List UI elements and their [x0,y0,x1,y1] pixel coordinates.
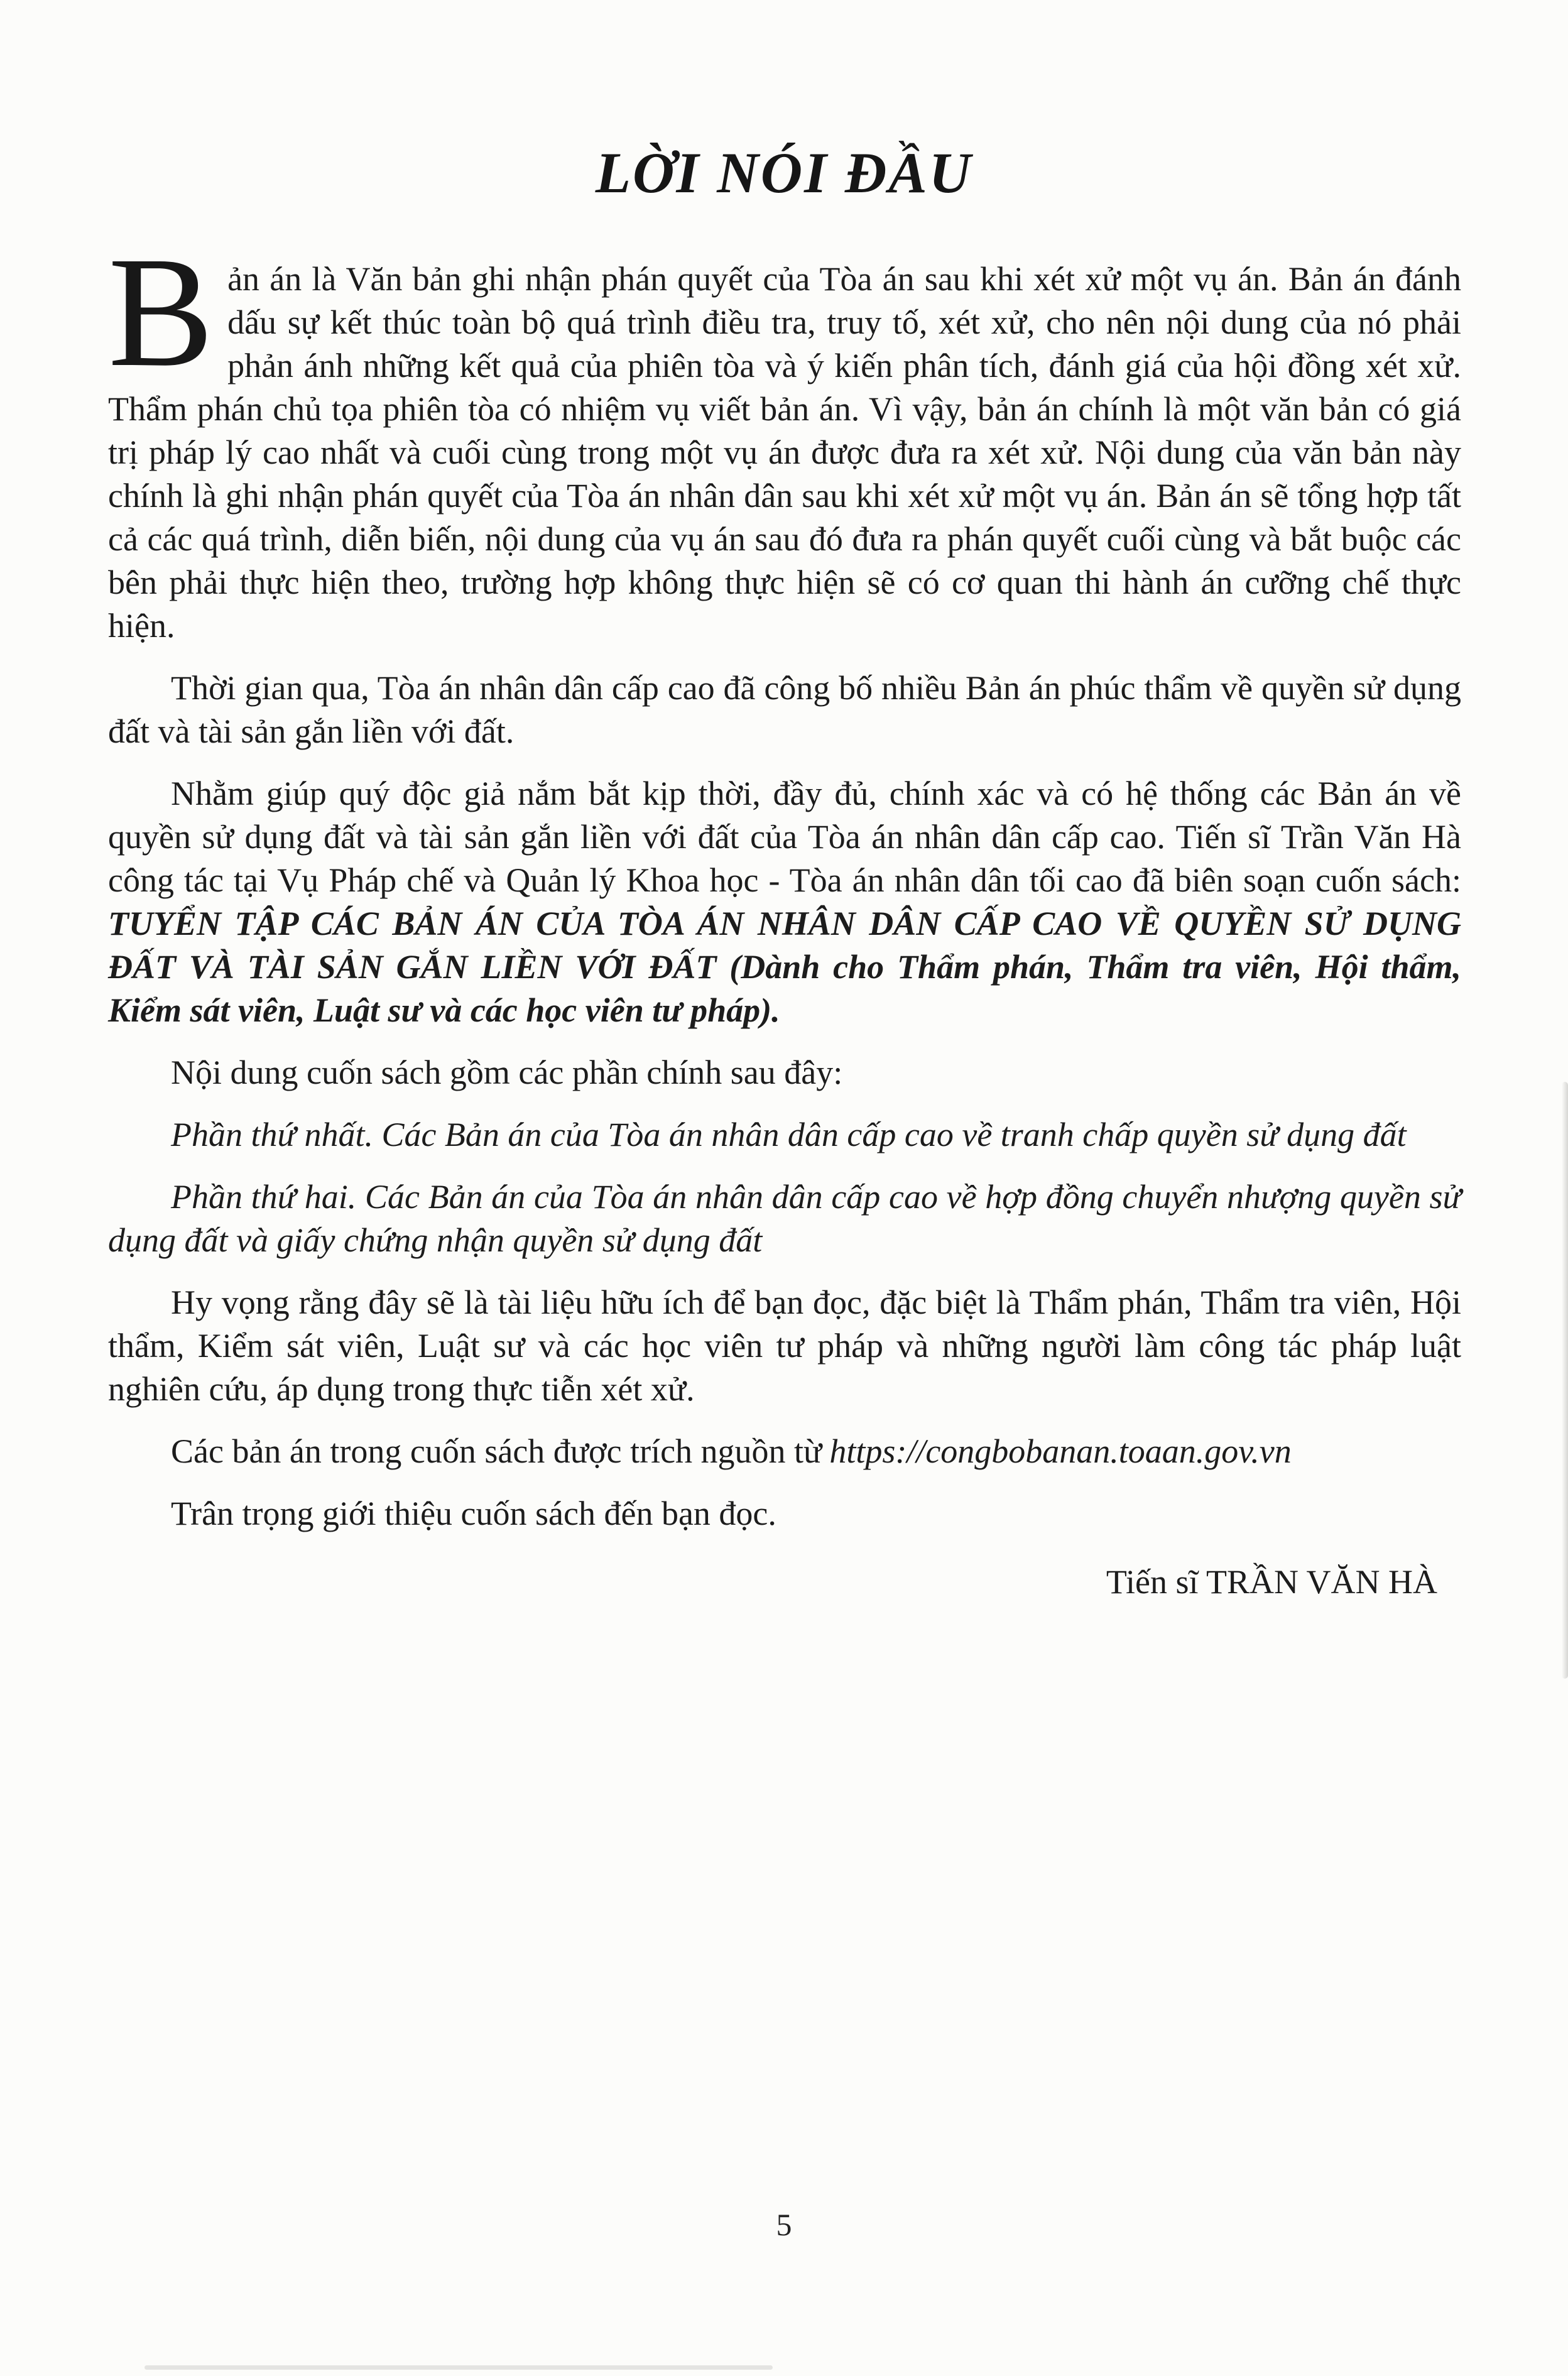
paragraph-source [108,1430,1461,1473]
paragraph-part-two: Phần thứ hai. Các Bản án của Tòa án nhân dân cấp cao về hợp đồng chuyển nhượng quyền sử dụng đất và giấy chứng nhận quyền sử dụng đất [108,1178,1461,1259]
book-page [0,139,1568,2376]
page-number: 5 [776,2207,792,2242]
scan-artifact-bottom-edge [144,2365,773,2370]
paragraph-book-introduction [108,772,1461,1032]
paragraph-contents-lead: Nội dung cuốn sách gồm các phần chính sau đây: [171,1054,843,1091]
book-audience-emphasis: (Dành cho Thẩm phán, Thẩm tra viên, Hội thẩm, Kiểm sát viên, Luật sư và các học viên tư pháp). [108,948,1461,1029]
book-title-emphasis: TUYỂN TẬP CÁC BẢN ÁN CỦA TÒA ÁN NHÂN DÂN CẤP CAO VỀ QUYỀN SỬ DỤNG ĐẤT VÀ TÀI SẢN GẮN LIỀN VỚI ĐẤT [108,905,1461,986]
signature-author: Tiến sĩ TRẦN VĂN HÀ [1106,1563,1437,1601]
paragraph-hope: Hy vọng rằng đây sẽ là tài liệu hữu ích để bạn đọc, đặc biệt là Thẩm phán, Thẩm tra viên, Hội thẩm, Kiểm sát viên, Luật sư và các học viên tư pháp và những người làm công tác pháp luật nghiên cứu, áp dụng trong thực tiễn xét xử. [108,1283,1461,1408]
paragraph-closing: Trân trọng giới thiệu cuốn sách đến bạn đọc. [171,1495,776,1532]
opening-text: ản án là Văn bản ghi nhận phán quyết của Tòa án sau khi xét xử một vụ án. Bản án đánh dấu sự kết thúc toàn bộ quá trình điều tra, truy tố, xét xử, cho nên nội dung của nó phải phản ánh những kết quả của phiên tòa và ý kiến phân tích, đánh giá của hội đồng xét xử. Thẩm phán chủ tọa phiên tòa có nhiệm vụ viết bản án. Vì vậy, bản án chính là một văn bản có giá trị pháp lý cao nhất và cuối cùng trong một vụ án được đưa ra xét xử. Nội dung của văn bản này chính là ghi nhận phán quyết của Tòa án nhân dân sau khi xét xử một vụ án. Bản án sẽ tổng hợp tất cả các quá trình, diễn biến, nội dung của vụ án sau đó đưa ra phán quyết cuối cùng và bắt buộc các bên phải thực hiện theo, trường hợp không thực hiện sẽ có cơ quan thi hành án cưỡng chế thực hiện. [108,260,1461,645]
scan-artifact-right-edge [1562,1082,1568,1679]
source-text: Các bản án trong cuốn sách được trích nguồn từ [171,1432,822,1470]
paragraph-court-announcements: Thời gian qua, Tòa án nhân dân cấp cao đã công bố nhiều Bản án phúc thẩm về quyền sử dụng đất và tài sản gắn liền với đất. [108,669,1461,750]
drop-cap: B [108,224,214,400]
paragraph-opening [108,224,1461,648]
page-title: LỜI NÓI ĐẦU [595,141,973,205]
source-url: https://congbobanan.toaan.gov.vn [829,1432,1292,1470]
book-intro-text: Nhằm giúp quý độc giả nắm bắt kịp thời, đầy đủ, chính xác và có hệ thống các Bản án về quyền sử dụng đất và tài sản gắn liền với đất của Tòa án nhân dân cấp cao. Tiến sĩ Trần Văn Hà công tác tại Vụ Pháp chế và Quản lý Khoa học - Tòa án nhân dân tối cao đã biên soạn cuốn sách: [108,775,1461,899]
page-body [108,224,1461,1604]
paragraph-part-one: Phần thứ nhất. Các Bản án của Tòa án nhân dân cấp cao về tranh chấp quyền sử dụng đất [171,1116,1407,1153]
